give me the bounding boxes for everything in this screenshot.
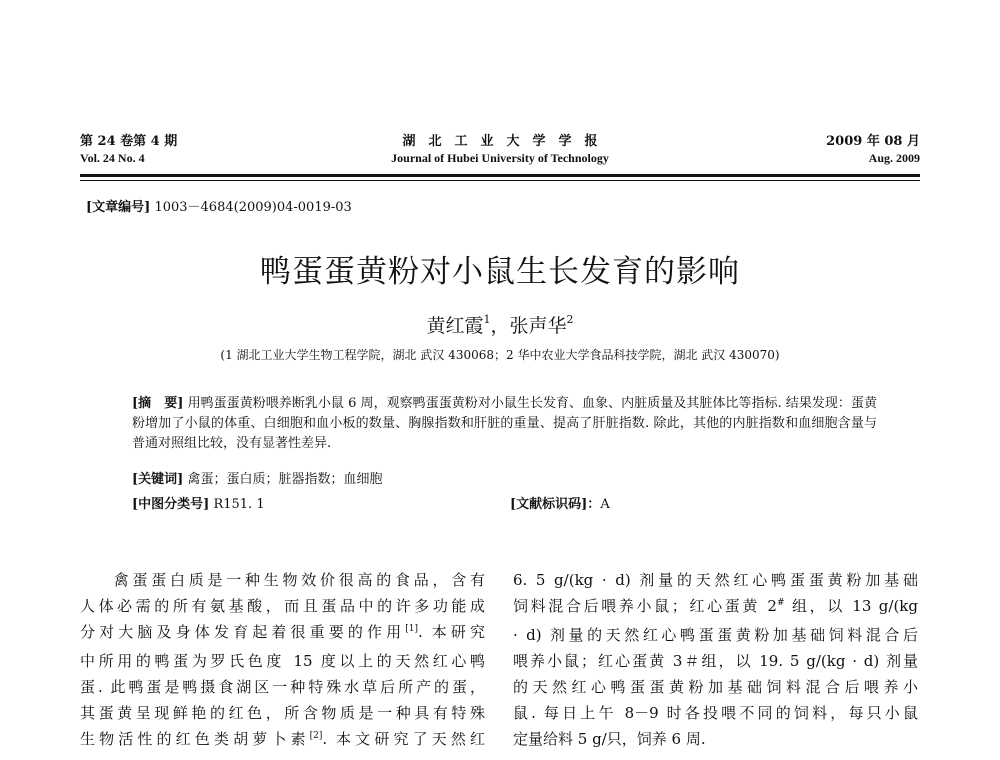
body-line: 6. 5 g/(kg · d) 剂量的天然红心鸭蛋蛋黄粉加基础: [513, 571, 918, 589]
header-rule-thin: [80, 180, 920, 181]
abstract-label: [摘 要]: [132, 396, 184, 411]
body-column-left: [80, 567, 485, 755]
citation-ref: [1]: [405, 624, 419, 634]
body-line: 人体必需的所有氨基酸，而且蛋品中的许多功能成: [80, 597, 485, 615]
keywords-label: [关键词]: [132, 472, 184, 487]
author-line: [0, 311, 1000, 338]
author-separator: ，: [490, 315, 510, 337]
classification-label: [中图分类号]: [132, 497, 210, 512]
affiliations: (1 湖北工业大学生物工程学院，湖北 武汉 430068；2 华中农业大学食品科技学院，湖北 武汉 430070): [220, 348, 780, 362]
body-line: 生物活性的红色类胡萝卜素[2]. 本文研究了天然红: [80, 730, 485, 748]
body-line: 禽蛋蛋白质是一种生物效价很高的食品，含有: [110, 571, 485, 589]
article-id-label: [文章编号]: [86, 200, 151, 215]
body-line: 定量给料 5 g/只，饲养 6 周.: [513, 730, 706, 748]
issue-number-en: Vol. 24 No. 4: [80, 151, 145, 165]
header-rule-thick: [80, 174, 920, 177]
classification-number: [132, 493, 265, 512]
issue-number-cn: 第 24 卷第 4 期: [80, 134, 178, 149]
abstract-text: 用鸭蛋蛋黄粉喂养断乳小鼠 6 周，观察鸭蛋蛋黄粉对小鼠生长发育、血象、内脏质量及其脏体比等指标. 结果发现：蛋黄粉增加了小鼠的体重、白细胞和血小板的数量、胸腺指数和肝脏的重量、提高了肝脏指数. 除此，其他的内脏指数和血细胞含量与普通对照组比较，没有显著性差异.: [132, 396, 877, 451]
author-name: 张声华: [509, 315, 567, 337]
article-id-value: 1003－4684(2009)04-0019-03: [154, 200, 352, 215]
document-code: [510, 493, 610, 512]
author-name: 黄红霞: [426, 315, 484, 337]
body-line: 的天然红心鸭蛋蛋黄粉加基础饲料混合后喂养小: [513, 678, 918, 696]
body-line: 饲料混合后喂养小鼠；红心蛋黄 2# 组，以 13 g/(kg: [513, 597, 918, 615]
body-line: 鼠. 每日上午 8－9 时各投喂不同的饲料，每只小鼠: [513, 704, 918, 722]
body-line: 蛋. 此鸭蛋是鸭摄食湖区一种特殊水草后所产的蛋，: [80, 678, 485, 696]
document-code-label: [文献标识码]：: [510, 497, 601, 512]
body-line: 其蛋黄呈现鲜艳的红色，所含物质是一种具有特殊: [80, 704, 485, 722]
body-column-right: [513, 567, 918, 752]
body-line: 分对大脑及身体发育起着很重要的作用[1]. 本研究: [80, 623, 485, 641]
classification-value: R151. 1: [213, 497, 265, 512]
group-mark: #: [776, 598, 785, 608]
author-affil-mark: 2: [566, 312, 574, 326]
journal-name-cn: 湖 北 工 业 大 学 学 报: [402, 134, 598, 149]
body-line: 中所用的鸭蛋为罗氏色度 15 度以上的天然红心鸭: [80, 652, 485, 670]
document-code-value: A: [600, 497, 610, 512]
body-line: 喂养小鼠；红心蛋黄 3＃组，以 19. 5 g/(kg · d) 剂量: [513, 652, 918, 670]
body-line: · d) 剂量的天然红心鸭蛋蛋黄粉加基础饲料混合后: [513, 626, 918, 644]
publication-date-en: Aug. 2009: [868, 151, 920, 165]
publication-date-cn: 2009 年 08 月: [826, 134, 920, 149]
keywords: [132, 468, 382, 487]
abstract: [132, 394, 877, 454]
citation-ref: [2]: [309, 731, 323, 741]
paper-title: 鸭蛋蛋黄粉对小鼠生长发育的影响: [260, 254, 740, 290]
journal-name-en: Journal of Hubei University of Technology: [391, 151, 609, 165]
article-id: [86, 196, 352, 215]
keywords-value: 禽蛋；蛋白质；脏器指数；血细胞: [187, 472, 383, 487]
author-affil-mark: 1: [483, 312, 491, 326]
